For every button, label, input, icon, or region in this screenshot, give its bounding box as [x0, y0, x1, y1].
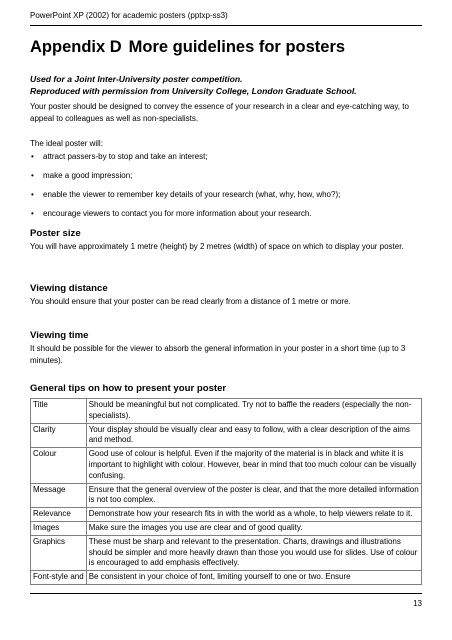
tip-description: Demonstrate how your research fits in with the world as a whole, to help viewers relate to it. — [86, 508, 421, 522]
list-item — [30, 151, 422, 162]
tip-term: Clarity — [31, 423, 87, 448]
table-row — [31, 508, 422, 522]
bullet-icon: • — [31, 152, 34, 161]
bullet-list — [30, 151, 422, 227]
intro-paragraph: Your poster should be designed to convey the essence of your research in a clear and eye-catching way, to appeal to colleagues as well as non-specialists. — [30, 102, 409, 123]
subtitle — [30, 73, 425, 97]
page-title — [30, 38, 345, 57]
tip-description: Your display should be visually clear and easy to follow, with a clear description of the aims and method. — [86, 423, 421, 448]
table-row — [31, 521, 422, 535]
table-row — [31, 535, 422, 570]
section-heading-general-tips: General tips on how to present your poster — [30, 383, 227, 394]
header-rule — [30, 25, 422, 26]
tips-table — [30, 398, 422, 585]
tip-description: Be consistent in your choice of font, limiting yourself to one or two. Ensure — [86, 571, 421, 585]
bullet-icon: • — [31, 209, 34, 218]
tip-term: Title — [31, 399, 87, 424]
appendix-label: Appendix D — [30, 38, 122, 56]
list-item-text: enable the viewer to remember key details of your research (what, why, how, who?); — [43, 190, 341, 199]
bullet-icon: • — [31, 171, 34, 180]
page-number: 13 — [413, 599, 422, 608]
table-row — [31, 483, 422, 508]
viewing-time-text: It should be possible for the viewer to absorb the general information in your poster in a short time (up to 3 minutes). — [30, 344, 406, 365]
tip-description: Should be meaningful but not complicated. Try not to baffle the readers (especially the non-specialists). — [86, 399, 421, 424]
tip-description: These must be sharp and relevant to the presentation. Charts, drawings and illustrations should be simpler and more heavily drawn than those you would use for slides. Use of colour is encouraged to add emphasis effectively. — [86, 535, 421, 570]
list-item-text: make a good impression; — [43, 171, 133, 180]
tip-term: Colour — [31, 448, 87, 483]
subtitle-line-1: Used for a Joint Inter-University poster competition. — [30, 74, 243, 84]
list-item — [30, 189, 422, 200]
poster-size-text: You will have approximately 1 metre (height) by 2 metres (width) of space on which to display your poster. — [30, 242, 404, 251]
tip-term: Relevance — [31, 508, 87, 522]
table-row — [31, 448, 422, 483]
tip-term: Images — [31, 521, 87, 535]
list-item — [30, 170, 422, 181]
tip-description: Make sure the images you use are clear and of good quality. — [86, 521, 421, 535]
table-row — [31, 423, 422, 448]
list-item — [30, 208, 422, 219]
title-text: More guidelines for posters — [128, 38, 346, 56]
bullet-icon: • — [31, 190, 34, 199]
running-header: PowerPoint XP (2002) for academic posters (pptxp-ss3) — [30, 11, 228, 20]
tip-term: Font-style and — [31, 571, 87, 585]
section-heading-viewing-distance: Viewing distance — [30, 283, 108, 294]
tip-term: Message — [31, 483, 87, 508]
section-heading-viewing-time: Viewing time — [30, 330, 89, 341]
section-heading-poster-size: Poster size — [30, 228, 81, 239]
list-item-text: attract passers-by to stop and take an interest; — [43, 152, 208, 161]
ideal-poster-intro: The ideal poster will: — [30, 139, 103, 148]
footer-rule — [30, 593, 422, 594]
list-item-text: encourage viewers to contact you for more information about your research. — [43, 209, 312, 218]
table-row — [31, 399, 422, 424]
subtitle-line-2: Reproduced with permission from University College, London Graduate School. — [30, 86, 357, 96]
viewing-distance-text: You should ensure that your poster can be read clearly from a distance of 1 metre or more. — [30, 297, 351, 306]
tip-description: Ensure that the general overview of the poster is clear, and that the more detailed information is not too complex. — [86, 483, 421, 508]
tip-term: Graphics — [31, 535, 87, 570]
table-row — [31, 571, 422, 585]
tip-description: Good use of colour is helpful. Even if the majority of the material is in black and white it is important to highlight with colour. However, bear in mind that too much colour can be visually confusing. — [86, 448, 421, 483]
